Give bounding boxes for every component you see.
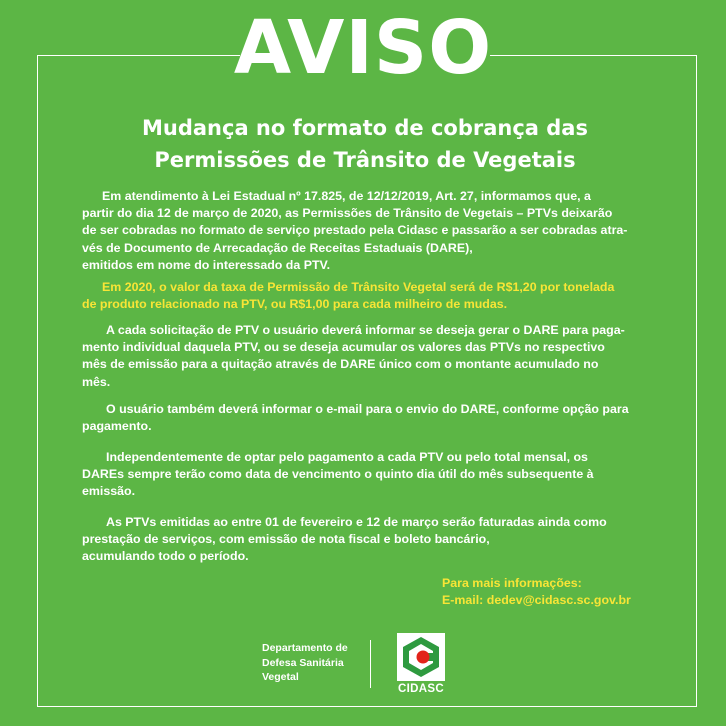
paragraph-email (82, 401, 646, 435)
headline (80, 112, 650, 176)
paragraph-law (82, 188, 646, 274)
paragraph-line: A cada solicitação de PTV o usuário deverá informar se deseja gerar o DARE para paga- (106, 323, 625, 337)
cidasc-logo-icon (397, 633, 445, 681)
department-line: Departamento de (262, 642, 348, 654)
footer-divider (370, 640, 371, 688)
paragraph-line: mento individual daquela PTV, ou se deseja acumular os valores das PTVs no respectivo (82, 340, 605, 355)
paragraph-line: Em atendimento à Lei Estadual nº 17.825, de 12/12/2019, Art. 27, informamos que, a (102, 189, 591, 203)
paragraph-due-date (82, 449, 646, 501)
paragraph-line: prestação de serviços, com emissão de nota fiscal e boleto bancário, (82, 532, 490, 547)
logo-wordmark: CIDASC (398, 683, 444, 695)
paragraph-line: acumulando todo o período. (82, 549, 249, 564)
department-line: Defesa Sanitária (262, 656, 344, 669)
paragraph-line: vés de Documento de Arrecadação de Receitas Estaduais (DARE), (82, 240, 473, 255)
headline-line-2: Permissões de Trânsito de Vegetais (154, 148, 576, 172)
paragraph-line: de ser cobradas no formato de serviço prestado pela Cidasc e passarão a ser cobradas atra- (82, 223, 628, 238)
paragraph-line: pagamento. (82, 419, 152, 434)
contact-info (442, 575, 631, 609)
paragraph-line: partir do dia 12 de março de 2020, as Permissões de Trânsito de Vegetais – PTVs deixarão (82, 206, 613, 221)
paragraph-request (82, 322, 646, 391)
paragraph-transition (82, 514, 646, 566)
paragraph-line: emissão. (82, 484, 136, 499)
paragraph-line: DAREs sempre terão como data de vencimento o quinto dia útil do mês subsequente à (82, 467, 594, 482)
department-name (262, 641, 348, 685)
paragraph-fee (82, 279, 646, 313)
paragraph-line: de produto relacionado na PTV, ou R$1,00 para cada milheiro de mudas. (82, 297, 508, 312)
contact-email[interactable]: E-mail: dedev@cidasc.sc.gov.br (442, 593, 631, 607)
contact-label: Para mais informações: (442, 576, 582, 590)
paragraph-line: mês. (82, 374, 111, 389)
page-title: AVISO (233, 5, 493, 91)
headline-line-1: Mudança no formato de cobrança das (142, 116, 588, 140)
paragraph-line: Em 2020, o valor da taxa de Permissão de Trânsito Vegetal será de R$1,20 por tonelada (102, 280, 615, 294)
paragraph-line: emitidos em nome do interessado da PTV. (82, 257, 331, 272)
paragraph-line: O usuário também deverá informar o e-mail para o envio do DARE, conforme opção para (106, 402, 629, 416)
paragraph-line: Independentemente de optar pelo pagamento a cada PTV ou pelo total mensal, os (106, 450, 588, 464)
department-line: Vegetal (262, 671, 299, 683)
paragraph-line: As PTVs emitidas ao entre 01 de fevereiro e 12 de março serão faturadas ainda como (106, 515, 607, 529)
paragraph-line: mês de emissão para a quitação através de DARE único com o montante acumulado no (82, 357, 599, 372)
